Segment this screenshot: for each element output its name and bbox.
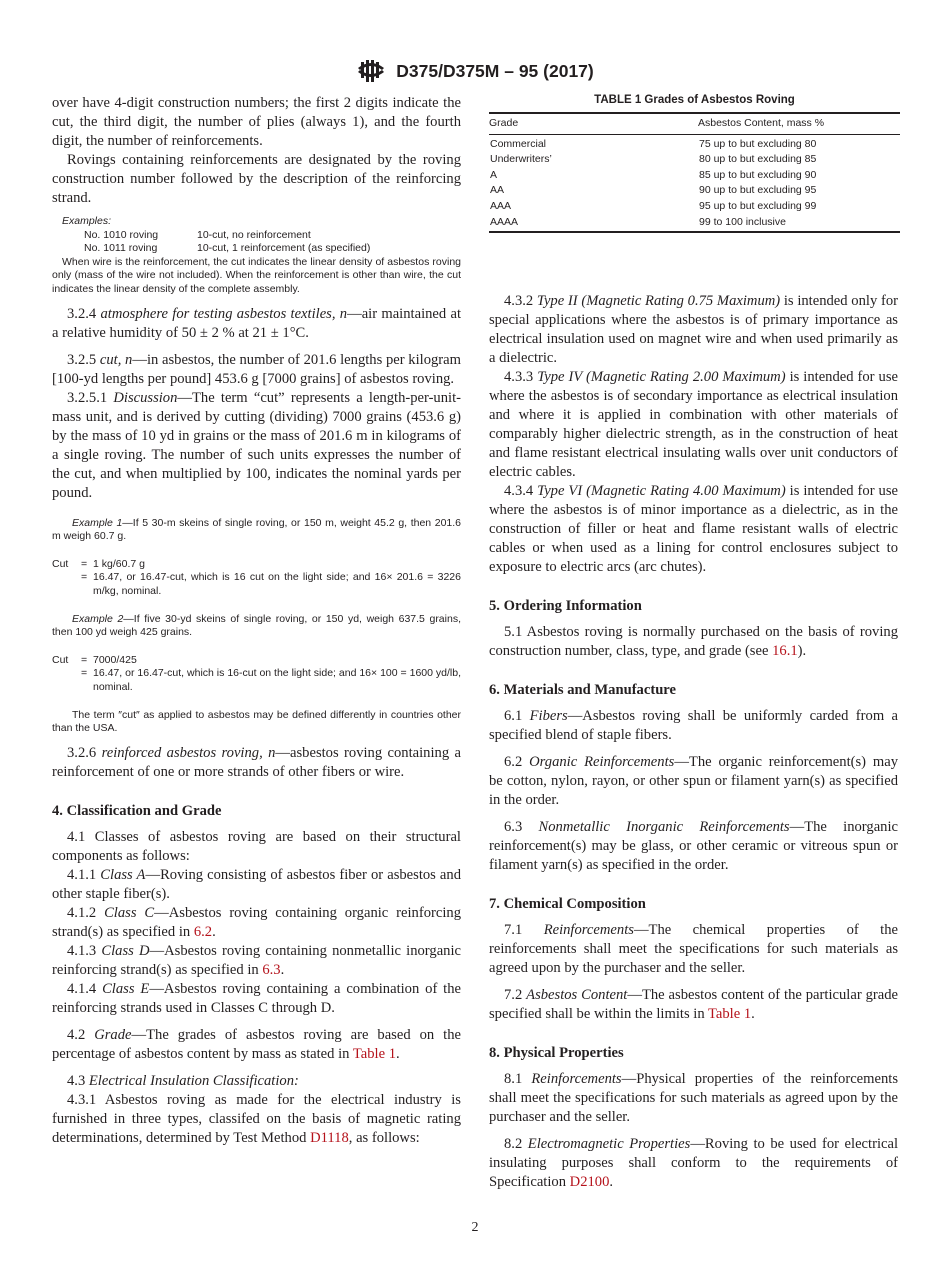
text-run: .: [396, 1045, 400, 1062]
text-run: —in asbestos, the number of 201.6 lengths per kilogram [100-yd lengths per pound] 453.6 g [7000 grains] of asbestos roving.: [52, 351, 461, 387]
text-run: 4.3: [67, 1072, 89, 1089]
text-run: is intended for use where the asbestos is of secondary importance as electrical insulation and where it is applied in combination with other materials of comparably higher dielectric strength, as in the construction of heat and flame resistant electrical insulating walls over unit conductors of electric cables.: [489, 369, 898, 480]
text-run: —The asbestos content of the particular grade specified shall be within the limits in: [489, 987, 898, 1022]
astm-logo-icon: [356, 58, 386, 84]
body-paragraph: [489, 623, 898, 661]
asbestos-content-cell: 80 up to but excluding 85: [699, 153, 817, 166]
italic-term: Class C: [104, 904, 155, 921]
calculation-value: 16.47, or 16.47-cut, which is 16-cut on the light side; and 16× 100 = 1600 yd/lb, nominal.: [93, 667, 461, 693]
left-column: [52, 94, 461, 1148]
text-run: 3.2.5: [67, 351, 100, 368]
asbestos-content-cell: 85 up to but excluding 90: [699, 168, 817, 181]
table-row: [489, 134, 900, 152]
table-row: [489, 199, 900, 215]
text-run: When wire is the reinforcement, the cut indicates the linear density of asbestos roving only (mass of the wire not included). When the reinforcement is other than wire, the cut indicates the linear density of the complete assembly.: [52, 255, 461, 295]
italic-term: Type IV (Magnetic Rating 2.00 Maximum): [537, 369, 786, 385]
cut-label: Cut: [52, 653, 69, 666]
cut-label: Cut: [52, 557, 69, 570]
text-run: , as follows:: [348, 1129, 420, 1146]
calculation-line: [52, 654, 461, 668]
asbestos-content-cell: 90 up to but excluding 95: [699, 184, 817, 197]
italic-term: Type VI (Magnetic Rating 4.00 Maximum): [537, 483, 786, 499]
cross-reference-link[interactable]: 6.2: [193, 923, 213, 940]
italic-term: Electrical Insulation Classification:: [88, 1072, 299, 1089]
body-paragraph: [489, 921, 898, 978]
italic-term: Nonmetallic Inorganic Reinforcements: [538, 819, 790, 835]
text-run: 7.2: [504, 987, 527, 1003]
body-paragraph: [489, 986, 898, 1024]
italic-term: reinforced asbestos roving, n: [101, 744, 276, 761]
calculation-value: 1 kg/60.7 g: [93, 557, 145, 570]
text-run: —asbestos roving containing a reinforcement of one or more strands of other fibers or wire.: [52, 744, 461, 780]
grade-cell: AAA: [490, 199, 512, 212]
cross-reference-link[interactable]: 16.1: [772, 643, 798, 659]
text-run: 6. Materials and Manufacture: [489, 682, 676, 698]
body-paragraph: [489, 292, 898, 368]
text-run: 4.1.2: [67, 904, 105, 921]
body-paragraph: [489, 368, 898, 482]
section-heading: [489, 597, 898, 616]
body-paragraph: [489, 1070, 898, 1127]
cross-reference-link[interactable]: Table 1: [352, 1045, 397, 1062]
page-number: 2: [471, 1220, 479, 1235]
text-run: —If five 30-yd skeins of single roving, or 150 yd, weigh 637.5 grains, then 100 yd weigh 425 grains.: [52, 612, 461, 639]
body-paragraph: [52, 980, 461, 1018]
text-run: 8.1: [504, 1071, 532, 1087]
section-heading: [489, 681, 898, 700]
italic-term: Type II (Magnetic Rating 0.75 Maximum): [536, 293, 781, 309]
grade-cell: AAAA: [490, 215, 519, 228]
text-run: 7. Chemical Composition: [489, 896, 646, 912]
text-run: —If 5 30-m skeins of single roving, or 150 m, weight 45.2 g, then 201.6 m weigh 60.7 g.: [52, 516, 462, 543]
body-paragraph: [52, 151, 461, 208]
italic-term: Example 1: [72, 516, 123, 529]
body-paragraph: [489, 707, 898, 745]
cut-label: [52, 571, 81, 598]
italic-term: Class A: [100, 866, 146, 883]
text-run: —Asbestos roving containing nonmetallic inorganic reinforcing strand(s) as specified in: [52, 942, 461, 978]
table-row: [489, 215, 900, 233]
text-run: 4.1 Classes of asbestos roving are based on their structural components as follows:: [52, 828, 461, 864]
calculation-line: [52, 558, 461, 572]
text-run: .: [280, 961, 285, 978]
text-run: 4.3.2: [504, 293, 537, 309]
italic-term: Reinforcements: [543, 922, 634, 938]
text-run: 3.2.4: [67, 305, 101, 322]
grade-cell: Commercial: [490, 137, 547, 150]
example-description: 10-cut, 1 reinforcement (as specified): [197, 242, 371, 255]
text-run: 5. Ordering Information: [489, 598, 642, 614]
calculation-line: [52, 667, 461, 694]
italic-term: Grade: [94, 1026, 132, 1043]
text-run: 6.3: [504, 819, 539, 835]
text-run: —The grades of asbestos roving are based on the percentage of asbestos content by mass as stated in: [52, 1026, 461, 1062]
text-run: 4.1.4: [67, 980, 103, 997]
body-paragraph: [52, 1072, 461, 1091]
examples-block: [52, 215, 461, 256]
text-run: ).: [797, 643, 807, 659]
column-header-grade: Grade: [489, 113, 698, 134]
calculation-value: 16.47, or 16.47-cut, which is 16 cut on the light side; and 16× 201.6 = 3226 m/kg, nominal.: [93, 571, 461, 597]
italic-term: cut, n: [99, 351, 133, 368]
text-run: —Asbestos roving containing organic reinforcing strand(s) as specified in: [52, 904, 461, 940]
right-column: [489, 292, 898, 1192]
text-run: 8. Physical Properties: [489, 1045, 624, 1061]
cut-label: [52, 667, 81, 694]
body-paragraph: [52, 866, 461, 904]
body-paragraph: [52, 305, 461, 343]
example-paragraph: [52, 613, 461, 640]
section-heading: [489, 895, 898, 914]
italic-term: atmosphere for testing asbestos textiles, n: [100, 305, 348, 322]
italic-term: Electromagnetic Properties: [527, 1136, 691, 1152]
text-run: —Asbestos roving shall be uniformly carded from a specified blend of staple fibers.: [489, 708, 898, 743]
cross-reference-link[interactable]: 6.3: [262, 961, 281, 978]
text-run: —air maintained at a relative humidity of 50 ± 2 % at 21 ± 1°C.: [52, 305, 462, 341]
body-paragraph: [52, 1091, 461, 1148]
text-run: 7.1: [504, 922, 544, 938]
text-run: .: [751, 1006, 755, 1022]
text-run: 3.2.6: [67, 744, 102, 761]
cross-reference-link[interactable]: D2100: [569, 1174, 610, 1190]
text-run: 8.2: [504, 1136, 528, 1152]
text-run: —The chemical properties of the reinforcements shall meet the specifications for such materials as agreed upon by the purchaser and the seller.: [489, 922, 898, 976]
table-1: [489, 94, 900, 233]
text-run: over have 4-digit construction numbers; the first 2 digits indicate the cut, the third digit, the number of plies (always 1), and the fourth digit, the number of reinforcements.: [52, 95, 461, 149]
text-run: .: [212, 923, 216, 940]
column-header-content: Asbestos Content, mass %: [698, 113, 900, 134]
calculation-value: 7000/425: [93, 653, 137, 666]
italic-term: Asbestos Content: [526, 987, 628, 1003]
body-paragraph: [52, 1026, 461, 1064]
italic-term: Class E: [102, 980, 150, 997]
asbestos-content-cell: 95 up to but excluding 99: [699, 199, 817, 212]
asbestos-content-cell: 99 to 100 inclusive: [699, 215, 786, 228]
section-heading: [52, 802, 461, 821]
equals-sign: =: [81, 667, 88, 680]
text-run: —The inorganic reinforcement(s) may be glass, or other ceramic or vitreous spun or filament yarn(s) as specified in the order.: [489, 819, 898, 873]
cut-calculation: [52, 558, 461, 599]
text-run: 6.2: [504, 754, 530, 770]
body-paragraph: [52, 94, 461, 151]
italic-term: Class D: [101, 942, 150, 959]
text-run: —The organic reinforcement(s) may be cotton, nylon, rayon, or other spun or filament yarn(s) as specified in the order.: [489, 754, 899, 808]
grade-cell: AA: [490, 184, 505, 197]
text-run: 4.1.3: [67, 942, 102, 959]
text-run: —The term “cut” represents a length-per-unit-mass unit, and is derived by cutting (dividing) 7000 grains (453.6 g) by the mass of 10 yd in grains or the mass of 201.6 m in kilograms of a single roving. The number of such units expresses the number of the cut, and when multiplied by 100, indicates the nominal yards per pound.: [52, 389, 461, 501]
example-row: [52, 229, 461, 243]
text-run: 4.2: [67, 1026, 95, 1043]
text-run: 3.2.5.1: [67, 389, 114, 406]
italic-term: Fibers: [529, 708, 568, 724]
example-paragraph: [52, 517, 461, 544]
example-row: [52, 242, 461, 256]
body-paragraph: [489, 482, 898, 577]
document-designation: D375/D375M – 95 (2017): [396, 60, 594, 81]
italic-term: Organic Reinforcements: [529, 754, 675, 770]
text-run: is intended only for special applications where the asbestos is of primary importance as electrical insulation used on magnet wire and when used primarily as a dielectric.: [489, 293, 898, 366]
body-paragraph: [52, 942, 461, 980]
example-number: No. 1011 roving: [84, 242, 158, 255]
equals-sign: =: [81, 557, 88, 570]
body-paragraph: [489, 818, 898, 875]
table-row: [489, 168, 900, 184]
equals-sign: =: [81, 571, 88, 584]
examples-label: Examples:: [62, 215, 112, 227]
body-paragraph: [52, 828, 461, 866]
cross-reference-link[interactable]: Table 1: [708, 1006, 752, 1022]
calculation-line: [52, 571, 461, 598]
italic-term: Example 2: [72, 612, 124, 625]
equals-sign: =: [81, 653, 88, 666]
body-paragraph: [52, 389, 461, 503]
body-paragraph: [489, 753, 898, 810]
italic-term: Discussion: [113, 389, 178, 406]
example-description: 10-cut, no reinforcement: [197, 228, 311, 241]
body-paragraph: [489, 1135, 898, 1192]
table-row: [489, 152, 900, 168]
text-run: The term ″cut″ as applied to asbestos may be defined differently in countries other than the USA.: [52, 708, 461, 735]
text-run: —Roving to be used for electrical insulating purposes shall conform to the requirements of Specification: [489, 1136, 899, 1190]
example-number: No. 1010 roving: [84, 228, 159, 241]
table-caption: TABLE 1 Grades of Asbestos Roving: [594, 94, 795, 106]
cut-calculation: [52, 654, 461, 695]
text-run: .: [609, 1174, 614, 1190]
text-run: —Asbestos roving containing a combination of the reinforcing strands used in Classes C through D.: [52, 980, 462, 1016]
text-run: is intended for use where the asbestos is of minor importance as a dielectric, as in the construction of filler or heat and flame resistant walls of electric cables or when used as a lining for control enclosures subject to exposure to electric arcs (arc chutes).: [489, 483, 898, 575]
text-run: 4.3.3: [504, 369, 538, 385]
section-heading: [489, 1044, 898, 1063]
text-run: Rovings containing reinforcements are designated by the roving construction number followed by the description of the reinforcing strand.: [52, 152, 461, 206]
text-run: —Physical properties of the reinforcements shall meet the specifications for such materials as agreed upon by the purchaser and the seller.: [489, 1071, 899, 1125]
example-paragraph: [52, 709, 461, 736]
text-run: 5.1 Asbestos roving is normally purchased on the basis of roving construction number, class, type, and grade (see: [489, 624, 898, 659]
body-paragraph: [52, 351, 461, 389]
body-paragraph: [52, 904, 461, 942]
grade-cell: A: [490, 168, 498, 181]
asbestos-content-cell: 75 up to but excluding 80: [699, 137, 817, 150]
text-run: 4. Classification and Grade: [52, 802, 222, 819]
text-run: 4.1.1: [67, 866, 101, 883]
page-header: [0, 58, 950, 84]
text-run: —Roving consisting of asbestos fiber or asbestos and other staple fiber(s).: [52, 866, 462, 902]
text-run: 6.1: [504, 708, 530, 724]
note-paragraph: [52, 256, 461, 297]
cross-reference-link[interactable]: D1118: [310, 1129, 349, 1146]
grade-cell: Underwriters’: [490, 153, 552, 166]
table-row: [489, 183, 900, 199]
body-paragraph: [52, 744, 461, 782]
text-run: 4.3.1 Asbestos roving as made for the electrical industry is furnished in three types, classifed on the basis of magnetic rating determinations, determined by Test Method: [52, 1091, 461, 1146]
text-run: 4.3.4: [504, 483, 538, 499]
italic-term: Reinforcements: [531, 1071, 622, 1087]
